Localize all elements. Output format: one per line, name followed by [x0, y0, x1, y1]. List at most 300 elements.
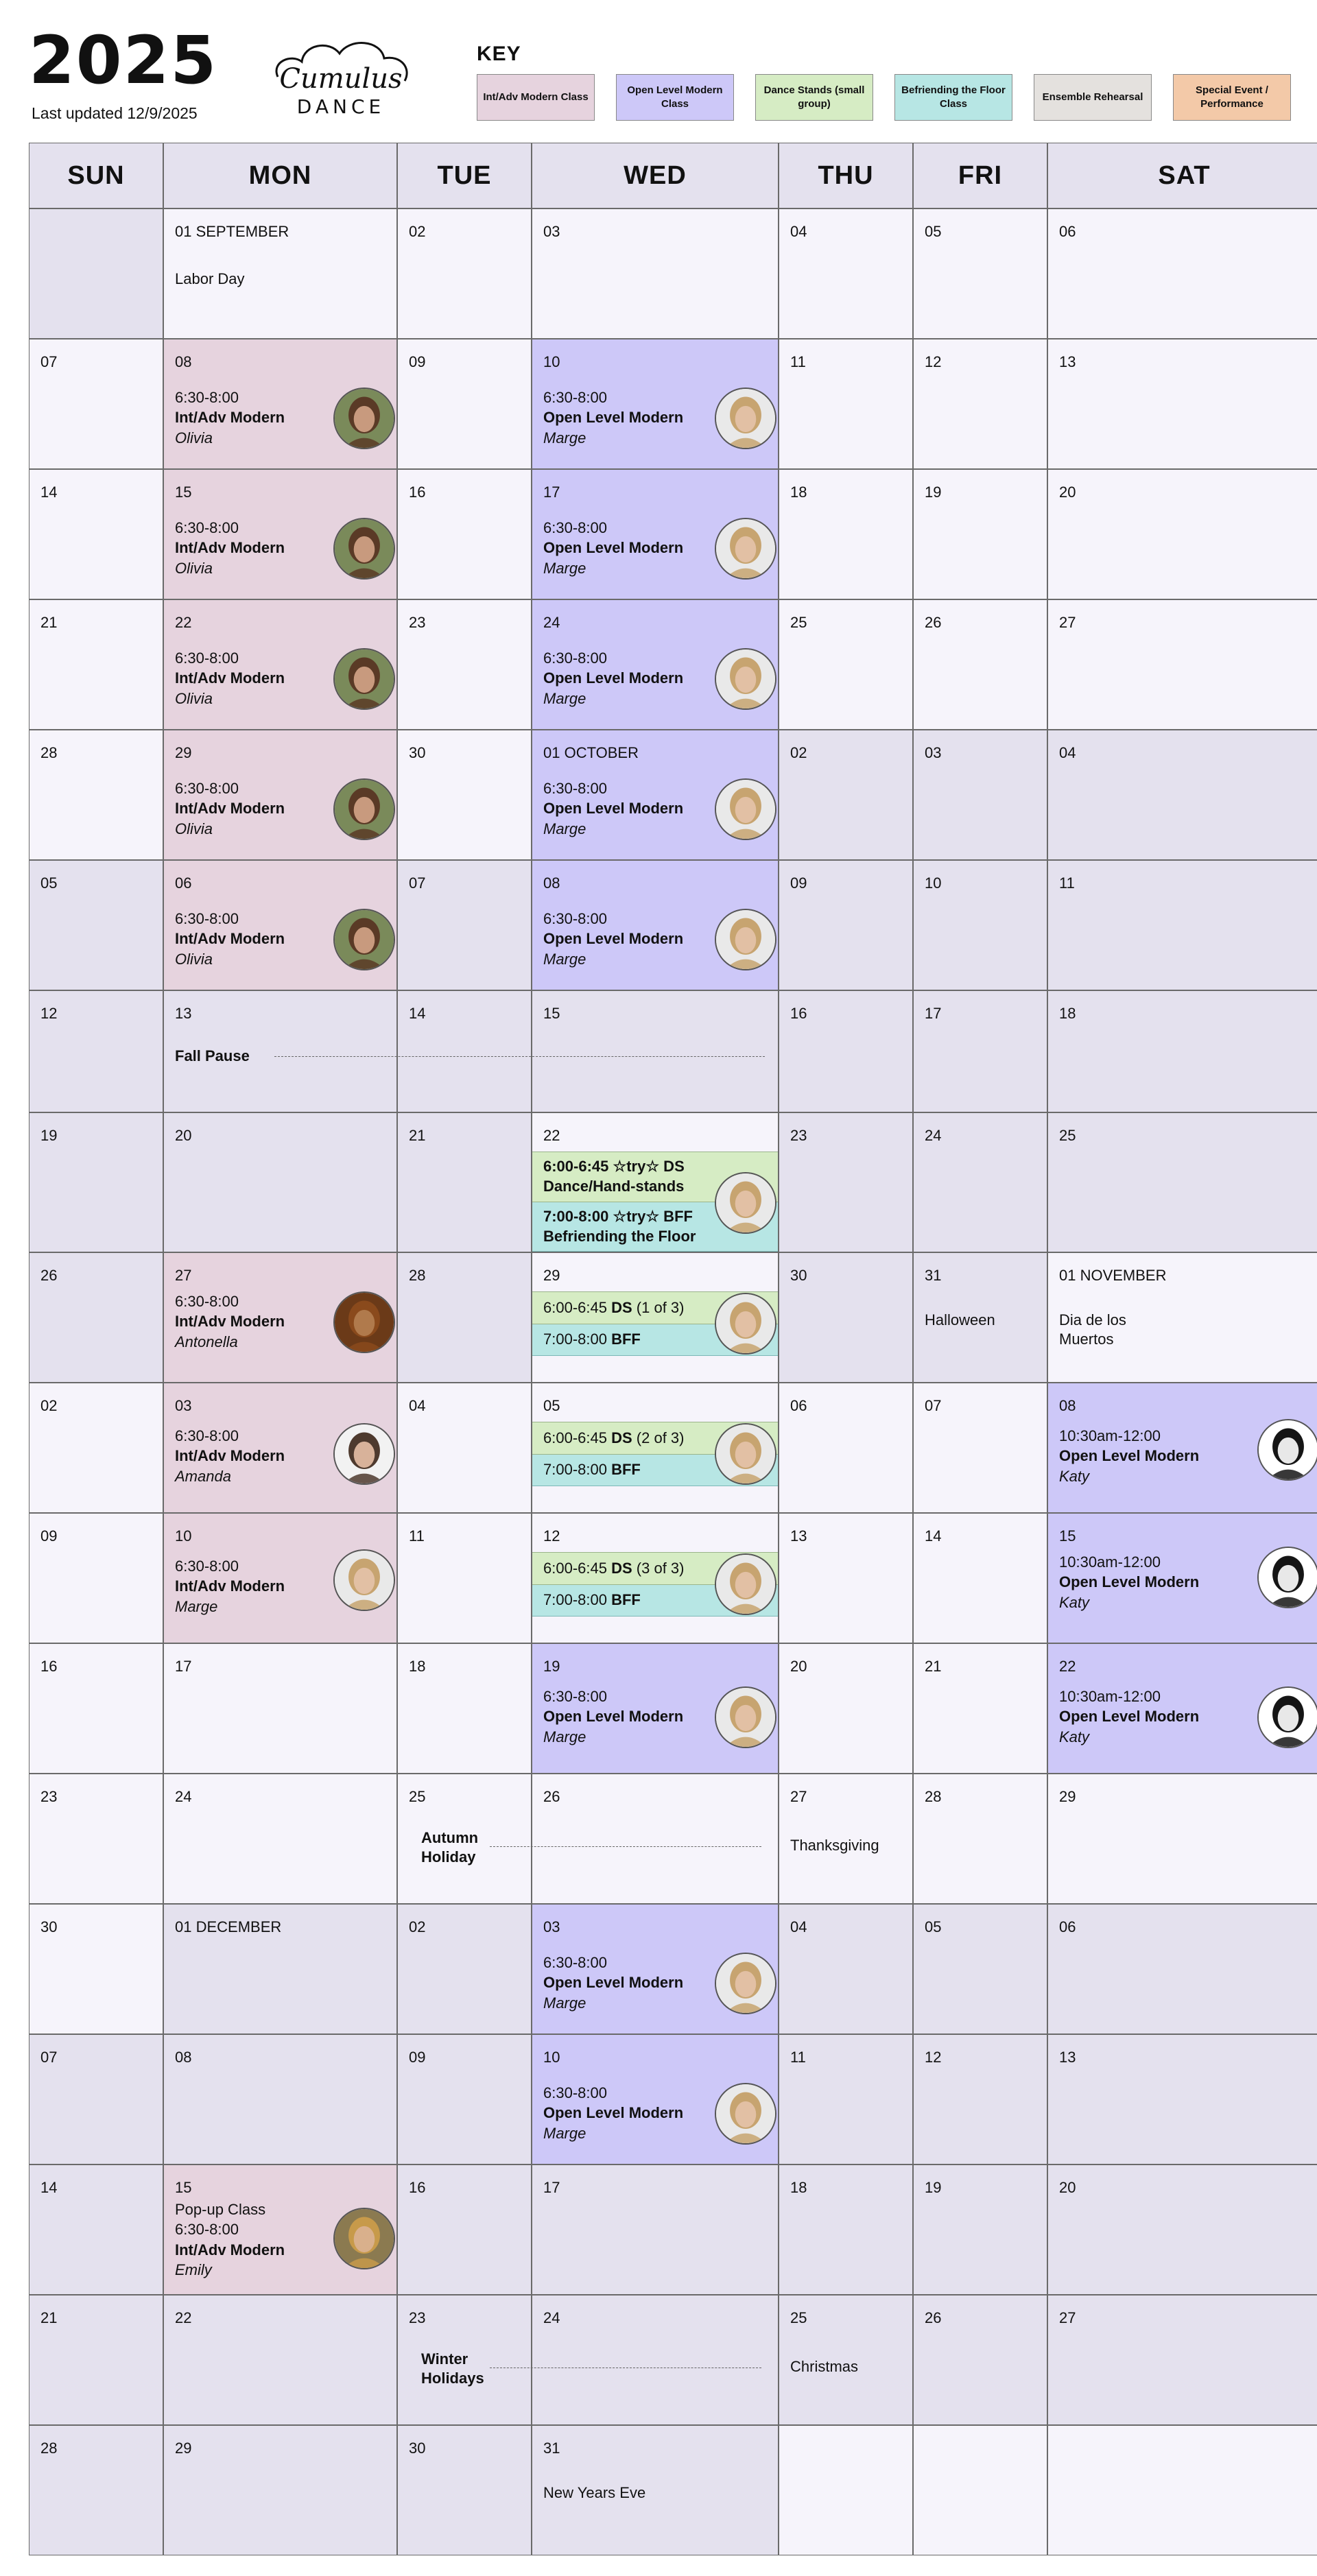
day-cell: [397, 2164, 532, 2295]
day-cell: [1047, 2295, 1317, 2425]
ds-part: (3 of 3): [636, 1559, 685, 1577]
day-number: 12: [925, 2049, 942, 2066]
day-cell: [913, 2034, 1047, 2164]
event-time: 6:30-8:00: [175, 1427, 239, 1444]
day-cell: [29, 730, 163, 860]
event-instructor: Marge: [543, 429, 586, 446]
day-cell: [779, 208, 913, 339]
instructor-avatar-katy: [1257, 1686, 1317, 1748]
day-cell: [397, 1904, 532, 2034]
ds-label: DS: [611, 1559, 632, 1577]
day-number: 07: [40, 353, 58, 370]
event-time: 6:30-8:00: [543, 2084, 607, 2101]
event-time: 10:30am-12:00: [1059, 1553, 1161, 1571]
pause-line: [274, 1056, 765, 1057]
day-cell: [1047, 990, 1317, 1112]
day-number: 10: [175, 1527, 192, 1545]
event-time: 6:30-8:00: [543, 780, 607, 797]
day-cell: [779, 1643, 913, 1774]
day-cell: [1047, 339, 1317, 469]
day-number: 30: [409, 2440, 426, 2457]
day-number: 02: [40, 1397, 58, 1414]
instructor-avatar-olivia: [333, 387, 395, 449]
day-cell: [913, 1112, 1047, 1252]
day-number: 19: [40, 1127, 58, 1144]
day-cell: [1047, 599, 1317, 730]
instructor-avatar-marge: [715, 778, 776, 840]
day-number: 24: [543, 2309, 560, 2326]
day-cell: [913, 990, 1047, 1112]
bff-time: 7:00-8:00: [543, 1331, 607, 1348]
event-time: 6:30-8:00: [543, 649, 607, 667]
day-cell: [397, 469, 532, 599]
instructor-avatar-marge: [715, 1172, 776, 1234]
day-cell: [1047, 1383, 1317, 1513]
day-number: 08: [543, 874, 560, 892]
ds-try-time: 6:00-6:45 ☆try☆ DS: [543, 1158, 685, 1176]
event-title: Open Level Modern: [543, 800, 684, 818]
day-number: 14: [409, 1005, 426, 1022]
day-cell: [29, 2164, 163, 2295]
event-instructor: Katy: [1059, 1467, 1090, 1485]
day-header-sun: SUN: [29, 143, 163, 208]
event-title: Open Level Modern: [543, 669, 684, 687]
day-cell: [913, 1513, 1047, 1643]
day-cell: [779, 339, 913, 469]
event-time: 6:30-8:00: [175, 910, 239, 927]
day-number: 08: [175, 2049, 192, 2066]
day-number: 07: [40, 2049, 58, 2066]
cumulus-dance-logo: [264, 34, 418, 120]
day-cell: [913, 1774, 1047, 1904]
day-cell: [29, 860, 163, 990]
day-number: 19: [543, 1658, 560, 1675]
bff-label: BFF: [611, 1461, 641, 1479]
day-number: 05: [40, 874, 58, 892]
instructor-avatar-olivia: [333, 648, 395, 710]
day-cell: [913, 599, 1047, 730]
day-cell: [397, 2425, 532, 2555]
day-number: 28: [40, 2440, 58, 2457]
day-cell: [397, 1513, 532, 1643]
day-cell: [163, 469, 397, 599]
day-cell: [163, 2034, 397, 2164]
day-cell: [397, 1252, 532, 1383]
day-number: 01 OCTOBER: [543, 744, 639, 761]
day-cell: [532, 1904, 779, 2034]
day-number: 22: [175, 2309, 192, 2326]
day-cell: [532, 339, 779, 469]
instructor-avatar-olivia: [333, 909, 395, 970]
day-number: 13: [1059, 2049, 1076, 2066]
instructor-avatar-amanda: [333, 1423, 395, 1485]
event-time: 10:30am-12:00: [1059, 1427, 1161, 1444]
event-instructor: Marge: [543, 689, 586, 707]
day-header-mon: MON: [163, 143, 397, 208]
day-number: 12: [925, 353, 942, 370]
autumn-holiday-label: Holiday: [421, 1848, 476, 1865]
day-cell: [532, 1383, 779, 1513]
day-cell: [163, 208, 397, 339]
day-number: 16: [40, 1658, 58, 1675]
event-title: Open Level Modern: [543, 1974, 684, 1992]
instructor-avatar-marge: [715, 518, 776, 580]
event-title: Open Level Modern: [543, 1708, 684, 1726]
day-cell: [913, 339, 1047, 469]
event-title: Int/Adv Modern: [175, 539, 285, 557]
day-number: 13: [175, 1005, 192, 1022]
svg-text:DANCE: DANCE: [296, 95, 385, 118]
day-cell: [532, 469, 779, 599]
instructor-avatar-marge: [715, 1953, 776, 2014]
day-header-thu: THU: [779, 143, 913, 208]
class-event: [1059, 1426, 1199, 1486]
day-number: 26: [543, 1788, 560, 1805]
day-cell: [532, 2425, 779, 2555]
day-number: 31: [925, 1267, 942, 1284]
event-time: 6:30-8:00: [543, 910, 607, 927]
day-number: 10: [925, 874, 942, 892]
day-number: 02: [790, 744, 807, 761]
day-number: 23: [40, 1788, 58, 1805]
event-title: Int/Adv Modern: [175, 930, 285, 948]
event-instructor: Marge: [175, 1597, 218, 1615]
day-cell: [163, 1252, 397, 1383]
event-title: Open Level Modern: [1059, 1708, 1200, 1726]
day-number: 13: [790, 1527, 807, 1545]
event-time: 6:30-8:00: [175, 1558, 239, 1575]
event-time: 6:30-8:00: [175, 649, 239, 667]
day-header-wed: WED: [532, 143, 779, 208]
holiday-label: Dia de los: [1059, 1311, 1126, 1328]
day-number: 30: [409, 744, 426, 761]
event-time: 6:30-8:00: [175, 389, 239, 406]
day-number: 02: [409, 1918, 426, 1935]
day-cell: [29, 1112, 163, 1252]
day-cell: [29, 1904, 163, 2034]
day-cell: [29, 469, 163, 599]
day-number: 19: [925, 2179, 942, 2196]
day-cell: [532, 1112, 779, 1252]
class-event: [543, 909, 683, 969]
instructor-avatar-katy: [1257, 1419, 1317, 1481]
instructor-avatar-olivia: [333, 778, 395, 840]
class-event: [175, 648, 285, 708]
day-cell: [779, 2034, 913, 2164]
event-title: Open Level Modern: [543, 930, 684, 948]
day-number: 18: [409, 1658, 426, 1675]
class-event: [175, 2199, 285, 2280]
day-number: 29: [1059, 1788, 1076, 1805]
instructor-avatar-marge: [715, 387, 776, 449]
day-cell: [913, 2425, 1047, 2555]
day-cell: [532, 2034, 779, 2164]
event-instructor: Katy: [1059, 1728, 1090, 1745]
day-number: 09: [790, 874, 807, 892]
event-instructor: Emily: [175, 2261, 212, 2278]
key-dance-stands: Dance Stands (small group): [755, 74, 873, 121]
event-time: 6:30-8:00: [543, 389, 607, 406]
class-event: [175, 1556, 285, 1617]
day-number: 26: [40, 1267, 58, 1284]
day-cell: [1047, 1774, 1317, 1904]
day-number: 03: [175, 1397, 192, 1414]
instructor-avatar-katy: [1257, 1547, 1317, 1608]
event-instructor: Marge: [543, 559, 586, 577]
day-number: 15: [175, 484, 192, 501]
day-header-fri: FRI: [913, 143, 1047, 208]
event-time: 6:30-8:00: [543, 519, 607, 536]
day-cell: [163, 599, 397, 730]
day-cell: [779, 1904, 913, 2034]
day-cell: [913, 469, 1047, 599]
holiday-label: Halloween: [925, 1311, 995, 1328]
day-cell: [1047, 2034, 1317, 2164]
day-number: 16: [409, 484, 426, 501]
day-cell: [163, 1643, 397, 1774]
day-number: 24: [543, 614, 560, 631]
bff-time: 7:00-8:00: [543, 1461, 607, 1479]
bff-try-time: 7:00-8:00 ☆try☆ BFF: [543, 1207, 693, 1225]
class-event: [543, 1953, 683, 2013]
day-cell: [29, 990, 163, 1112]
day-number: 29: [175, 2440, 192, 2457]
day-number: 03: [543, 1918, 560, 1935]
day-number: 17: [543, 2179, 560, 2196]
event-title: Int/Adv Modern: [175, 2241, 285, 2258]
day-number: 01 DECEMBER: [175, 1918, 282, 1935]
event-title: Int/Adv Modern: [175, 409, 285, 427]
holiday-label: Labor Day: [175, 270, 245, 287]
ds-part: (2 of 3): [636, 1429, 685, 1446]
day-number: 04: [790, 223, 807, 240]
day-cell: [397, 2295, 532, 2425]
day-cell: [779, 2425, 913, 2555]
class-event: [1059, 1552, 1199, 1612]
instructor-avatar-marge: [715, 648, 776, 710]
holiday-label: Muertos: [1059, 1331, 1114, 1348]
day-cell: [1047, 1112, 1317, 1252]
instructor-avatar-marge: [715, 1686, 776, 1748]
day-cell: [29, 599, 163, 730]
key-befriending-floor: Befriending the Floor Class: [894, 74, 1012, 121]
day-cell: [397, 1774, 532, 1904]
day-number: 24: [925, 1127, 942, 1144]
winter-holiday-label: Winter: [421, 2350, 468, 2368]
day-cell: [29, 1252, 163, 1383]
instructor-avatar-marge: [715, 909, 776, 970]
day-cell: [29, 339, 163, 469]
day-number: 21: [40, 2309, 58, 2326]
holiday-label: Thanksgiving: [790, 1837, 879, 1854]
event-title: Open Level Modern: [543, 539, 684, 557]
ds-try-name: Dance/Hand-stands: [543, 1178, 685, 1195]
day-number: 08: [1059, 1397, 1076, 1414]
day-cell: [913, 2164, 1047, 2295]
class-event: [543, 1686, 683, 1747]
event-time: 6:30-8:00: [543, 1954, 607, 1971]
instructor-avatar-olivia: [333, 518, 395, 580]
day-cell: [913, 1383, 1047, 1513]
day-number: 14: [40, 2179, 58, 2196]
day-number: 25: [1059, 1127, 1076, 1144]
day-cell: [163, 860, 397, 990]
day-cell: [397, 990, 532, 1112]
class-event: [175, 909, 285, 969]
day-number: 12: [543, 1527, 560, 1545]
instructor-avatar-marge: [715, 2083, 776, 2145]
autumn-holiday-label: Autumn: [421, 1829, 479, 1846]
day-cell: [397, 1643, 532, 1774]
day-cell: [779, 1513, 913, 1643]
day-number: 28: [409, 1267, 426, 1284]
key-title: KEY: [477, 43, 521, 65]
instructor-avatar-marge: [715, 1293, 776, 1355]
day-cell: [163, 1774, 397, 1904]
day-cell: [779, 990, 913, 1112]
day-number: 21: [40, 614, 58, 631]
day-cell: [163, 730, 397, 860]
day-cell: [532, 860, 779, 990]
event-title: Int/Adv Modern: [175, 1447, 285, 1465]
day-cell: [397, 860, 532, 990]
instructor-avatar-antonella: [333, 1291, 395, 1353]
day-cell: [779, 1774, 913, 1904]
holiday-label: Christmas: [790, 2358, 859, 2375]
day-number: 04: [409, 1397, 426, 1414]
day-number: 23: [409, 614, 426, 631]
instructor-avatar-emily: [333, 2208, 395, 2269]
day-cell: [1047, 1252, 1317, 1383]
event-instructor: Marge: [543, 820, 586, 837]
ds-part: (1 of 3): [636, 1298, 685, 1316]
day-cell: [29, 2295, 163, 2425]
day-cell: [913, 2295, 1047, 2425]
day-number: 01 NOVEMBER: [1059, 1267, 1167, 1284]
day-number: 26: [925, 2309, 942, 2326]
event-time: 6:30-8:00: [175, 1293, 239, 1310]
day-cell: [163, 2425, 397, 2555]
day-number: 04: [790, 1918, 807, 1935]
day-number: 20: [1059, 484, 1076, 501]
day-cell: [1047, 730, 1317, 860]
last-updated: Last updated 12/9/2025: [32, 104, 198, 122]
day-number: 17: [543, 484, 560, 501]
day-cell: [1047, 469, 1317, 599]
day-cell: [532, 1643, 779, 1774]
event-time: 6:30-8:00: [175, 780, 239, 797]
instructor-avatar-marge: [715, 1553, 776, 1615]
day-cell: [1047, 1904, 1317, 2034]
ds-label: DS: [611, 1429, 632, 1446]
event-instructor: Olivia: [175, 689, 213, 707]
instructor-avatar-marge: [333, 1549, 395, 1611]
day-number: 04: [1059, 744, 1076, 761]
day-number: 01 SEPTEMBER: [175, 223, 289, 240]
day-number: 15: [175, 2179, 192, 2196]
day-number: 22: [543, 1127, 560, 1144]
day-number: 15: [1059, 1527, 1076, 1545]
event-instructor: Olivia: [175, 950, 213, 968]
winter-holiday-label: Holidays: [421, 2370, 484, 2387]
day-number: 21: [925, 1658, 942, 1675]
day-cell: [1047, 2164, 1317, 2295]
day-number: 22: [1059, 1658, 1076, 1675]
day-number: 06: [1059, 223, 1076, 240]
svg-text:Cumulus: Cumulus: [279, 63, 403, 95]
event-time: 6:30-8:00: [175, 2221, 239, 2239]
day-number: 24: [175, 1788, 192, 1805]
day-number: 27: [1059, 614, 1076, 631]
day-cell: [779, 1383, 913, 1513]
event-instructor: Olivia: [175, 820, 213, 837]
day-cell: [163, 2164, 397, 2295]
holiday-label: New Years Eve: [543, 2484, 646, 2501]
day-number: 17: [925, 1005, 942, 1022]
day-number: 27: [1059, 2309, 1076, 2326]
day-number: 20: [175, 1127, 192, 1144]
day-number: 17: [175, 1658, 192, 1675]
day-number: 16: [409, 2179, 426, 2196]
day-number: 14: [40, 484, 58, 501]
year-title: 2025: [29, 22, 218, 99]
day-cell: [29, 2425, 163, 2555]
day-number: 02: [409, 223, 426, 240]
day-cell: [163, 1513, 397, 1643]
day-number: 31: [543, 2440, 560, 2457]
day-cell: [532, 730, 779, 860]
day-number: 25: [790, 2309, 807, 2326]
day-cell: [779, 730, 913, 860]
day-number: 22: [175, 614, 192, 631]
day-number: 05: [543, 1397, 560, 1414]
day-number: 29: [175, 744, 192, 761]
day-cell: [779, 1252, 913, 1383]
day-cell: [532, 990, 779, 1112]
day-cell: [29, 1643, 163, 1774]
day-header-tue: TUE: [397, 143, 532, 208]
day-cell: [29, 1513, 163, 1643]
fall-pause-label: Fall Pause: [175, 1047, 250, 1064]
day-cell: [163, 2295, 397, 2425]
day-cell: [163, 990, 397, 1112]
day-cell: [913, 860, 1047, 990]
day-number: 26: [925, 614, 942, 631]
event-instructor: Marge: [543, 950, 586, 968]
day-number: 18: [1059, 1005, 1076, 1022]
bff-time: 7:00-8:00: [543, 1591, 607, 1609]
day-cell: [779, 2164, 913, 2295]
day-number: 06: [790, 1397, 807, 1414]
bff-try-name: Befriending the Floor: [543, 1227, 696, 1245]
day-cell: [913, 1252, 1047, 1383]
day-cell: [1047, 1513, 1317, 1643]
day-cell: [397, 599, 532, 730]
day-number: 11: [1059, 874, 1075, 892]
day-number: 16: [790, 1005, 807, 1022]
day-number: 12: [40, 1005, 58, 1022]
day-cell: [163, 339, 397, 469]
day-number: 18: [790, 2179, 807, 2196]
day-number: 07: [409, 874, 426, 892]
day-cell: [532, 1252, 779, 1383]
day-number: 21: [409, 1127, 426, 1144]
event-title: Int/Adv Modern: [175, 800, 285, 818]
day-number: 08: [175, 353, 192, 370]
day-cell: [397, 339, 532, 469]
ds-time: 6:00-6:45: [543, 1298, 607, 1316]
day-number: 23: [790, 1127, 807, 1144]
